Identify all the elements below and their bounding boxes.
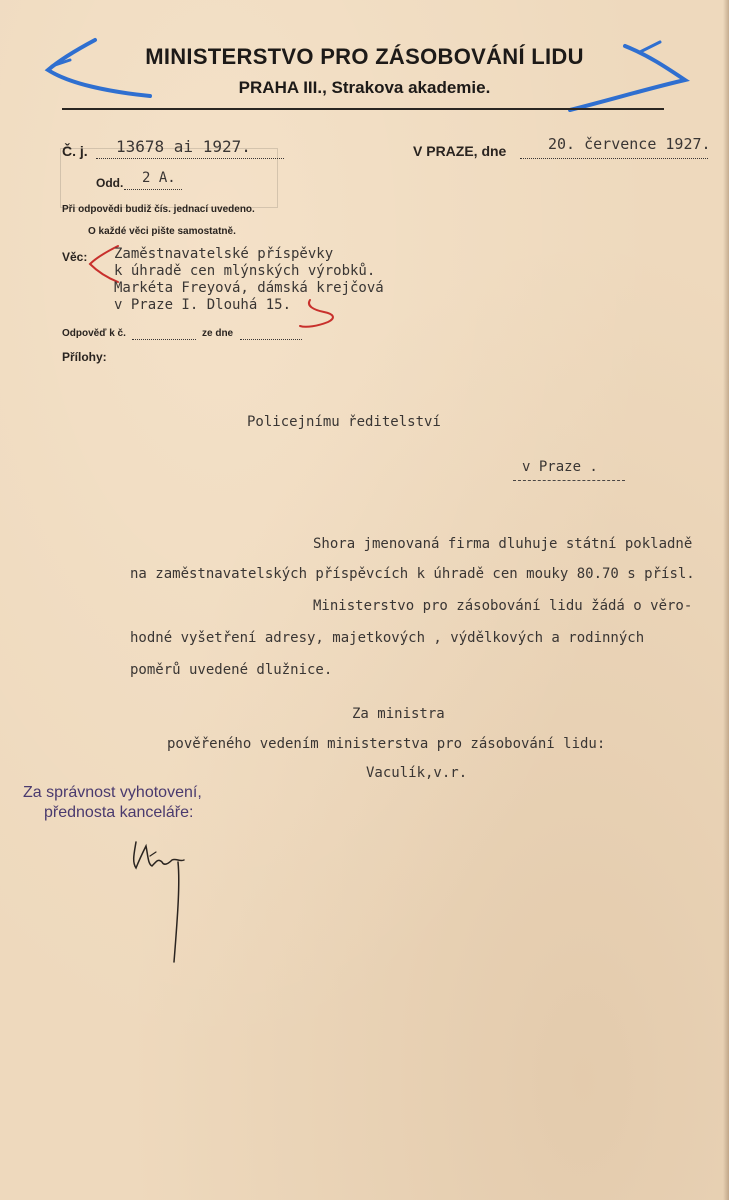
ze-dne-dotted-line bbox=[240, 339, 302, 340]
odd-value: 2 A. bbox=[142, 170, 176, 186]
vec-label: Věc: bbox=[62, 250, 88, 264]
date-value: 20. července 1927. bbox=[548, 135, 711, 153]
subject-line-1: Zaměstnavatelské příspěvky bbox=[114, 246, 334, 262]
ze-dne-label: ze dne bbox=[202, 328, 234, 339]
stamp-line-2: přednosta kanceláře: bbox=[44, 804, 194, 821]
handwritten-signature bbox=[120, 832, 200, 972]
closing-za-ministra: Za ministra bbox=[352, 706, 445, 722]
odpoved-dotted-line bbox=[132, 339, 196, 340]
subject-line-3: Markéta Freyová, dámská krejčová bbox=[114, 280, 384, 296]
odpoved-label: Odpověď k č. bbox=[62, 328, 126, 339]
prilohy-label: Přílohy: bbox=[62, 350, 107, 364]
ministry-address: PRAHA III., Strakova akademie. bbox=[238, 78, 491, 97]
stamp-line-1: Za správnost vyhotovení, bbox=[23, 784, 202, 801]
place-date-label: V PRAZE, dne bbox=[413, 143, 507, 159]
note-cislo-jednaci: Při odpovědi budiž čís. jednací uvedeno. bbox=[62, 204, 255, 215]
cj-dotted-line bbox=[96, 158, 284, 159]
header-rule bbox=[62, 108, 664, 110]
cj-label: Č. j. bbox=[62, 143, 88, 159]
closing-povereneho: pověřeného vedením ministerstva pro zásobování lidu: bbox=[167, 736, 606, 752]
addressee-line-2: v Praze . bbox=[522, 459, 598, 475]
ministry-title: MINISTERSTVO PRO ZÁSOBOVÁNÍ LIDU bbox=[145, 44, 584, 69]
body-line-5: poměrů uvedené dlužnice. bbox=[130, 662, 333, 678]
body-line-3: Ministerstvo pro zásobování lidu žádá o věro- bbox=[313, 598, 693, 614]
subject-line-4: v Praze I. Dlouhá 15. bbox=[114, 297, 292, 313]
subject-line-2: k úhradě cen mlýnských výrobků. bbox=[114, 263, 376, 279]
cj-value: 13678 ai 1927. bbox=[116, 137, 251, 156]
addressee-line-1: Policejnímu ředitelství bbox=[247, 414, 441, 430]
paper-edge-shadow bbox=[723, 0, 729, 1200]
body-line-4: hodné vyšetření adresy, majetkových , výdělkových a rodinných bbox=[130, 630, 645, 646]
body-line-2: na zaměstnavatelských příspěvcích k úhradě cen mouky 80.70 s přísl. bbox=[130, 566, 695, 582]
addressee-dash-rule bbox=[513, 480, 625, 481]
blue-pencil-marks bbox=[0, 0, 729, 140]
red-pencil-squiggle bbox=[296, 296, 344, 332]
odd-label: Odd. bbox=[96, 176, 124, 190]
date-dotted-line bbox=[520, 158, 708, 159]
note-samostatne: O každé věci pište samostatně. bbox=[88, 226, 236, 237]
body-line-1: Shora jmenovaná firma dluhuje státní pokladně bbox=[313, 536, 693, 552]
odd-dotted-line bbox=[124, 189, 182, 190]
closing-signatory: Vaculík,v.r. bbox=[366, 765, 468, 781]
